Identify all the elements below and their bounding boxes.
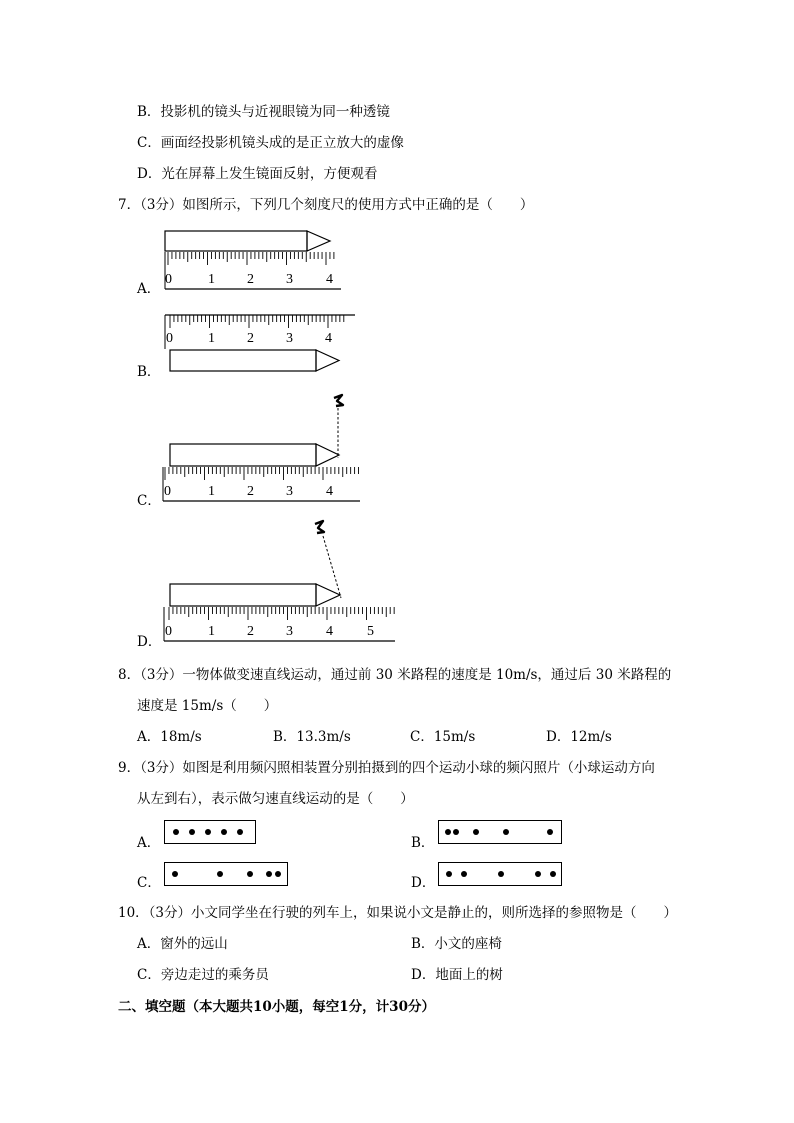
q7-label-d: D． [137, 634, 162, 650]
ruler-ticks [169, 607, 394, 620]
object-bar-a [165, 231, 330, 251]
ruler-figure-d [160, 518, 400, 646]
q8-stem-line1: 8．（3分）一物体做变速直线运动，通过前 30 米路程的速度是 10m/s，通过后 30 米路程的 [118, 667, 672, 683]
ball-dot [237, 829, 243, 835]
q10-option-d: D．地面上的树 [411, 967, 503, 983]
q7-stem: 7．（3分）如图所示，下列几个刻度尺的使用方式中正确的是（ ） [118, 197, 534, 213]
q10-option-a: A．窗外的远山 [137, 936, 228, 952]
tick-label-2: 2 [247, 624, 254, 639]
q10-stem: 10．（3分）小文同学坐在行驶的列车上，如果说小文是静止的，则所选择的参照物是（ ） [118, 905, 678, 921]
tick-label-0: 0 [165, 272, 172, 287]
q9-label-c: C． [137, 875, 161, 891]
eye-icon [334, 395, 343, 406]
ball-dot [217, 871, 223, 877]
q9-label-d: D． [411, 875, 436, 891]
ball-dot [205, 829, 211, 835]
tick-label-3: 3 [286, 272, 293, 287]
tick-label-0: 0 [164, 484, 171, 499]
ball-dot [535, 871, 541, 877]
ruler-ticks [168, 252, 334, 265]
ruler-ticks [170, 315, 344, 328]
q10-option-c: C．旁边走过的乘务员 [137, 967, 269, 983]
ball-dot [446, 871, 452, 877]
ball-dot [547, 829, 553, 835]
q8-option-d: D．12m/s [546, 729, 612, 745]
q6-option-b: B．投影机的镜头与近视眼镜为同一种透镜 [137, 104, 390, 120]
ball-dot [275, 871, 281, 877]
ball-dot [266, 871, 272, 877]
ruler-figure-c [160, 392, 365, 508]
flash-photo-c [164, 862, 288, 886]
object-bar-d [170, 584, 340, 606]
ruler-figure-a [160, 228, 360, 294]
tick-label-0: 0 [166, 331, 173, 346]
tick-label-4: 4 [325, 331, 332, 346]
tick-label-0: 0 [165, 624, 172, 639]
tick-label-1: 1 [208, 331, 215, 346]
q9-stem-line1: 9．（3分）如图是利用频闪照相装置分别拍摄到的四个运动小球的频闪照片（小球运动方向 [118, 760, 655, 776]
tick-label-4: 4 [326, 624, 333, 639]
section-heading: 二、填空题（本大题共10小题，每空1分，计30分） [118, 999, 435, 1015]
tick-label-4: 4 [326, 484, 333, 499]
ball-dot [173, 829, 179, 835]
ball-dot [453, 829, 459, 835]
tick-label-4: 4 [326, 272, 333, 287]
object-bar-b [170, 350, 339, 371]
flash-photo-d [438, 862, 562, 886]
ruler-figure-b [160, 313, 360, 379]
q9-stem-line2: 从左到右），表示做匀速直线运动的是（ ） [137, 791, 414, 807]
q8-stem-line2: 速度是 15m/s（ ） [137, 698, 278, 714]
q8-option-c: C．15m/s [410, 729, 476, 745]
ball-dot [550, 871, 556, 877]
eye-icon [315, 521, 324, 533]
tick-label-3: 3 [286, 331, 293, 346]
tick-label-3: 3 [286, 624, 293, 639]
q7-label-a: A． [137, 281, 161, 297]
q9-label-a: A． [137, 835, 161, 851]
tick-label-3: 3 [286, 484, 293, 499]
tick-label-2: 2 [247, 331, 254, 346]
tick-label-1: 1 [208, 624, 215, 639]
ball-dot [247, 871, 253, 877]
ball-dot [498, 871, 504, 877]
ball-dot [461, 871, 467, 877]
q8-option-a: A．18m/s [137, 729, 202, 745]
q6-option-d: D．光在屏幕上发生镜面反射，方便观看 [137, 166, 378, 182]
tick-label-1: 1 [208, 484, 215, 499]
ball-dot [189, 829, 195, 835]
q7-label-b: B． [137, 364, 161, 380]
tick-label-1: 1 [208, 272, 215, 287]
flash-photo-a [164, 820, 256, 844]
q8-option-b: B．13.3m/s [273, 729, 351, 745]
q10-option-b: B．小文的座椅 [411, 936, 502, 952]
flash-photo-b [438, 820, 562, 844]
object-bar-c [170, 444, 339, 466]
ball-dot [221, 829, 227, 835]
q9-label-b: B． [411, 835, 435, 851]
q7-label-c: C． [137, 493, 161, 509]
ruler-ticks [165, 467, 359, 480]
ball-dot [172, 871, 178, 877]
ball-dot [445, 829, 451, 835]
tick-label-5: 5 [367, 624, 374, 639]
tick-label-2: 2 [247, 272, 254, 287]
ball-dot [503, 829, 509, 835]
ball-dot [473, 829, 479, 835]
q6-option-c: C．画面经投影机镜头成的是正立放大的虚像 [137, 135, 404, 151]
tick-label-2: 2 [247, 484, 254, 499]
